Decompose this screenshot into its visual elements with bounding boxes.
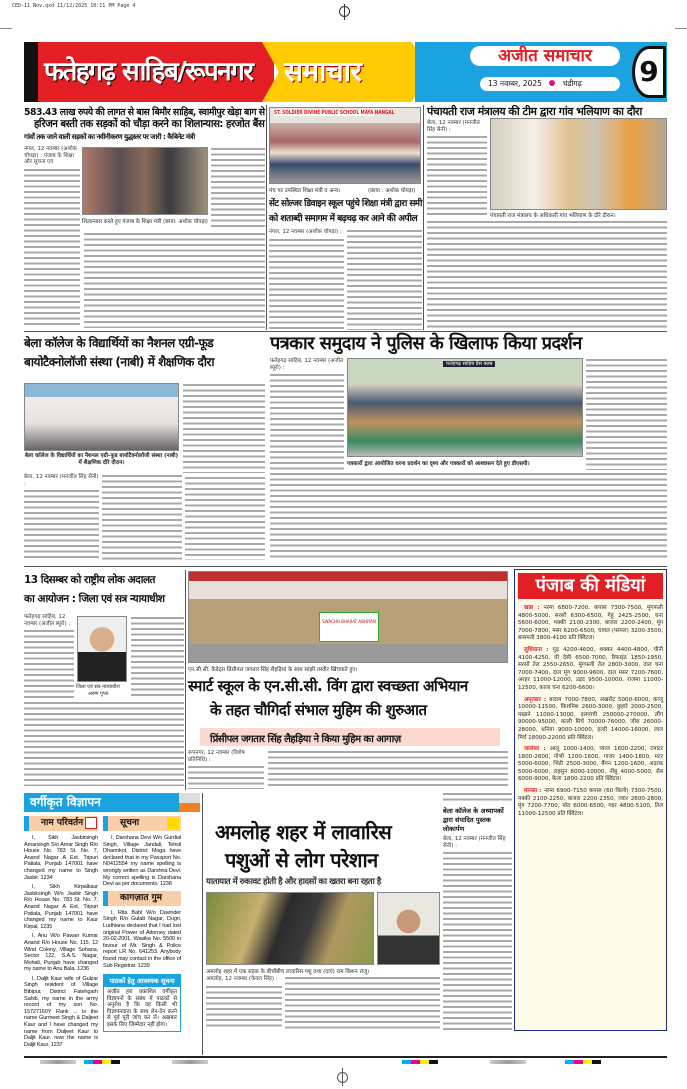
print-color-bar bbox=[402, 1060, 438, 1064]
column-rule bbox=[266, 105, 267, 330]
article-column bbox=[443, 807, 512, 1030]
mandi-prices: गुड़ 4200-4600, शक्कर 4400-4800, चीनी 4100-4250, घी देसी 6500-7000, रिफाइंड 1850-1950, सरसों तेल 2550-2650, मूंगफली तेल 2800-3000, दाल चना 7000-7400, दाल मूंग 9000-9600, दाल मसर 7200-7600, अरहर 11000-12000, उड़द 9500-10000, राजमा 11000-12500, काला चना 6200-6600। bbox=[518, 646, 663, 691]
article-text bbox=[443, 792, 512, 804]
headline: बायोटैक्नोलॉजी संस्था (नाबी) में शैक्षणिक दौरा bbox=[24, 355, 215, 369]
reader-notice-box bbox=[103, 974, 181, 1032]
photo-caption: पंचायती राज मंत्रालय के अधिकारी गांव भलियाण के दौरे दौरान। bbox=[490, 213, 616, 219]
mandi-entry bbox=[518, 788, 663, 818]
article-column bbox=[270, 358, 344, 470]
name-change-badge-icon bbox=[85, 817, 97, 829]
article-column bbox=[24, 146, 80, 328]
dateline: बेला, 12 नवम्बर (मनजीत सिंह सैनी) : bbox=[24, 474, 99, 487]
subheadline: गांवों तक जाने वाली सड़कों का नवीनीकरण युद्धस्तर पर जारी : कैबिनेट मंत्री bbox=[24, 133, 195, 141]
mandi-city: जालंधर : bbox=[524, 746, 546, 753]
article-column bbox=[24, 474, 99, 560]
article-text bbox=[24, 489, 99, 560]
masthead-section-title: फतेहगढ़ साहिब/रूपनगर bbox=[44, 57, 253, 87]
mandi-city: खन्ना : bbox=[524, 605, 540, 611]
classified-ad: I, Daljit Kaur wife of Gulzar Singh resident of Village Bibipur, District Fatehgarh Sahib, my name in the army record of my son No. 15727160Y Rank ... is the name Gurmeet Singh & Daljeet Kaur and I have changed my name from Daljeet Kaur to Daljit Kaur. now the name is Daljit Kaur. 1237 bbox=[24, 975, 98, 1048]
subheadline: यातायात में रुकावट होती है और हादसों का खतरा बना रहता है bbox=[206, 877, 381, 887]
article-text bbox=[131, 616, 184, 698]
photo-judge bbox=[77, 616, 127, 682]
classified-list-lost-docs bbox=[103, 910, 181, 972]
masthead-chevron-left bbox=[24, 42, 38, 102]
article-text bbox=[24, 629, 74, 698]
issue-city: चंडीगढ़ bbox=[562, 79, 582, 88]
issue-date: 13 नवम्बर, 2025 bbox=[488, 79, 542, 88]
classified-list-notice bbox=[103, 835, 181, 891]
page-bottom-rule bbox=[24, 1056, 667, 1058]
classified-category-name-change bbox=[24, 816, 98, 831]
mandi-prices: बादाम 7000-7800, अखरोट 5000-6000, काजू 10000-11500, किशमिश 2600-3000, छुहारे 2000-2500, मखाने 11000-13000, इलायची 250000-270000, लौंग 90000-95000, काली मिर्च 70000-76000, जीरा 26000-28000, धनिया 9000-10000, हल्दी 14000-16000, लाल मिर्च 18000-22000 प्रति क्विंटल। bbox=[518, 696, 664, 741]
mandi-prices: नरमा 6900-7150 कपास (60 किलो) 7300-7500, मक्की 2100-2250, बाजरा 2200-2350, ज्वार 2600-2800, मूंग 7200-7700, मोठ 6000-6500, ग्वार 4800-5100, तिल 11000-12500 प्रति क्विंटल। bbox=[518, 788, 663, 817]
mandi-entry bbox=[518, 647, 663, 693]
article-column bbox=[206, 976, 282, 1030]
masthead-section-label: समाचार bbox=[284, 55, 362, 88]
dateline: बेला, 12 नवम्बर (मनजीत सिंह सैनी) : bbox=[427, 120, 487, 133]
classified-category-lost-docs bbox=[103, 891, 181, 906]
photo-caption: जिला एवं सत्र न्यायाधीश bbox=[76, 684, 120, 690]
page-number: 9 bbox=[632, 46, 666, 98]
article-text bbox=[84, 232, 265, 328]
classifieds-title: वर्गीकृत विज्ञापन bbox=[24, 793, 179, 812]
photo-caption: शिलान्यास करते हुए पंजाब के शिक्षा मंत्री (छाया: अशोक चोपड़ा) bbox=[82, 219, 208, 225]
article-text bbox=[443, 851, 512, 1030]
photo-ncc-cadets bbox=[188, 571, 508, 663]
reader-notice-text: अजीत हरा प्रकाशित वर्गीकृत विज्ञापनों के संबंध में पाठकों से अनुरोध है कि वह किसी भी विज्ञापनदाता के साथ लेन-देन करने से पूर्व पूरी जांच कर लें। अखबार इसके लिए जिम्मेदार नहीं होगा। bbox=[107, 989, 177, 1029]
photo-credit: (छाया : अशोक चोपड़ा) bbox=[368, 188, 416, 194]
headline: बेला कॉलेज के अध्यापकों द्वारा संपादित पुस्तक लोकार्पण bbox=[443, 807, 504, 833]
article-text bbox=[24, 701, 184, 786]
column-rule bbox=[185, 570, 186, 790]
article-text bbox=[427, 135, 487, 216]
protest-banner: फतेहगढ़ साहिब प्रैस क्लब bbox=[443, 361, 495, 367]
article-text bbox=[269, 238, 344, 331]
classified-ad: I, Anu W/o Pawan Kumar Anand R/o House No. 115, 12 Wind Colony, Village Sohana, Sector 122, S.A.S. Nagar, Mohali, Punjab have changed my name to Anu Bala. 1236 bbox=[24, 933, 98, 973]
classified-ad: I, Sikh Kirpalkaur Jasbirsingh W/o Jasbir Singh R/o House No. 783 St. No. 7, Anand Nagar A Ext. Tripuri Patiala, Punjab 147001 have changed my name to Kaur Kirpal. 1235 bbox=[24, 884, 98, 930]
mandi-list bbox=[518, 605, 663, 818]
headline: को शताब्दी समागम में बढ़चढ़ कर आने की अपील bbox=[269, 214, 418, 224]
section-rule bbox=[24, 566, 667, 567]
classified-list-name-change bbox=[24, 835, 98, 1051]
headline: पशुओं से लोग परेशान bbox=[225, 848, 378, 872]
photo-journalist-protest bbox=[347, 358, 583, 457]
mandi-entry bbox=[518, 746, 663, 784]
photo-caption: एन.सी.सी. कैडेट्स प्रिंसीपल जगतार सिंह लैहड़ियां के साथ सांझी तस्वीर खिंचवाते हुए। bbox=[188, 667, 358, 673]
mandi-city: अमृतसर : bbox=[524, 696, 547, 703]
mandi-entry bbox=[518, 605, 663, 643]
article-text bbox=[183, 383, 265, 473]
classified-category-label: सूचना bbox=[120, 818, 140, 828]
print-meta: CED-11 Nov.qxd 11/12/2025 10:11 PM Page 4 bbox=[12, 3, 136, 9]
article-text bbox=[270, 373, 344, 470]
classified-category-notice bbox=[103, 816, 181, 831]
column-rule bbox=[423, 105, 424, 330]
photo-minister-foundation bbox=[82, 147, 208, 215]
dateline: फतेहगढ़ साहिब, 12 नवम्बर (अजीत ब्यूरो) : bbox=[24, 614, 74, 627]
headline: सेंट सोल्जर डिवाइन स्कूल पहुंचे शिक्षा मंत्री द्वारा समी bbox=[269, 199, 422, 209]
column-rule bbox=[202, 793, 203, 1055]
classified-ad: I, Darshana Devi W/o Gurdial Singh, Village Jandali, Tehsil Dharmkot, District Moga have declared that in my Passport No. N0412554 my name spelling is wrongly written as Darshna Devi. My correct spelling is Darshana Devi as per documents. 1238 bbox=[103, 835, 181, 888]
subheadline: प्रिंसीपल जगतार सिंह लैहड़िया ने किया मुहिम का आगाज़ bbox=[210, 734, 401, 745]
dateline: बेला, 12 नवम्बर (मनजीत सिंह सैनी) : bbox=[443, 836, 512, 849]
photo-caption: अरुण गुप्ता bbox=[88, 691, 109, 697]
mandi-prices: आलू 1000-1400, प्याज 1600-2200, टमाटर 1800-2600, गोभी 1200-1600, गाजर 1400-1800, मटर 5000-6000, भिंडी 2500-3000, बैंगन 1200-1600, अदरक 5000-6000, लहसुन 8000-10000, नींबू 4000-5000, सेब 6000-9000, केला 1800-2200 प्रति क्विंटल। bbox=[518, 746, 663, 783]
classifieds-title-accent bbox=[179, 803, 200, 812]
crop-mark bbox=[675, 28, 687, 29]
classifieds-title-accent bbox=[179, 793, 200, 803]
headline: का आयोजन : जिला एवं सत्र न्यायाधीश bbox=[24, 593, 165, 605]
headline: 13 दिसम्बर को राष्ट्रीय लोक अदालत bbox=[24, 574, 156, 586]
article-column bbox=[269, 229, 344, 330]
print-color-bar bbox=[565, 1060, 601, 1064]
photo-panchayat-team bbox=[490, 118, 667, 210]
photo-caption: अमलोह शहर में एक सड़क के बीचोंबीच लावारिस पशु तथा (दाएं) राम किशन राजू। bbox=[206, 969, 370, 975]
headline: पंचायती राज मंत्रालय की टीम द्वारा गांव भलियाण का दौरा bbox=[427, 105, 642, 118]
reader-notice-title: पाठकों हेतु आवश्यक सूचना bbox=[104, 975, 180, 987]
headline: 583.43 लाख रुपये की लागत से बास बिमौर साहिब, स्वामीपुर खेड़ा बाग से bbox=[24, 107, 265, 118]
photo-students-visit bbox=[24, 383, 179, 451]
classified-column-left bbox=[24, 816, 98, 1051]
photo-school-stage bbox=[269, 107, 421, 184]
print-gray-bar bbox=[172, 1060, 208, 1064]
classified-ad: I, Sikh Jasbirsingh Amarsingh S/o Amar Singh R/o House No. 783 St. No. 7, Anand Nagar A Ext. Tripuri Patiala, Punjab 147001 have changed my name to Singh Jasbir. 1234 bbox=[24, 835, 98, 881]
dateline: नंगल, 12 नवम्बर (अशोक चोपड़ा) : पंजाब के शिक्षा और सूचना एवं bbox=[24, 146, 80, 166]
article-text bbox=[206, 985, 282, 1031]
article-text bbox=[270, 472, 667, 560]
article-column bbox=[24, 614, 74, 698]
crop-mark bbox=[0, 28, 12, 29]
mandi-entry bbox=[518, 697, 663, 743]
mandi-city: मानसा : bbox=[524, 788, 542, 795]
mandi-city: लुधियाना : bbox=[524, 646, 549, 653]
article-text bbox=[24, 168, 80, 329]
article-text bbox=[347, 229, 422, 330]
school-sign: ST. SOLDIER DIVINE PUBLIC SCHOOL MAYA NANGAL bbox=[274, 110, 395, 116]
swachh-banner: SWACHH BHARAT ABHIYAN bbox=[319, 612, 379, 642]
dateline: फतेहगढ़ साहिब, 12 नवम्बर (अजीत ब्यूरो) : bbox=[270, 358, 344, 371]
article-text bbox=[586, 358, 667, 470]
article-column bbox=[427, 120, 487, 216]
notice-badge-icon bbox=[167, 818, 179, 829]
headline: पत्रकार समुदाय ने पुलिस के खिलाफ किया प्रदर्शन bbox=[270, 333, 582, 354]
article-text bbox=[285, 976, 440, 1030]
headline: हरिजन बस्ती तक सड़कों को चौड़ा करने का शिलान्यास: हरजोत बैंस bbox=[34, 118, 265, 130]
headline: स्मार्ट स्कूल के एन.सी.सी. विंग द्वारा स्वच्छता अभियान bbox=[188, 677, 468, 695]
registration-mark-circle bbox=[337, 1072, 348, 1083]
date-pill bbox=[480, 77, 620, 91]
classified-category-label: नाम परिवर्तन bbox=[41, 818, 84, 828]
registration-mark-circle bbox=[339, 6, 350, 17]
headline: अमलोह शहर में लावारिस bbox=[215, 820, 392, 844]
photo-person-portrait bbox=[377, 892, 440, 965]
article-text bbox=[188, 765, 264, 789]
headline: बेला कॉलेज के विद्यार्थियों का नैशनल एग्री-फूड bbox=[24, 336, 214, 350]
dot-icon bbox=[549, 80, 555, 86]
article-text bbox=[427, 220, 667, 330]
mandi-title: पंजाब की मंडियां bbox=[518, 573, 663, 599]
headline: के तहत चौगिर्दा संभाल मुहिम की शुरुआत bbox=[210, 701, 427, 719]
photo-caption: पत्रकारों द्वारा आयोजित धरना प्रदर्शन का दृश्य और पत्रकारों को आश्वासन देते हुए डीएसपी। bbox=[347, 461, 530, 467]
print-gray-bar bbox=[40, 1060, 76, 1064]
photo-caption: बेला कॉलेज के विद्यार्थियों का नैशनल एग्री-फूड बायोटैक्नोलॉजी संस्था (नाबी) में शैक्षणिक दौरे दौरान। bbox=[24, 453, 179, 466]
article-text bbox=[102, 474, 182, 560]
classified-category-label: कागज़ात गुम bbox=[120, 892, 163, 903]
article-text bbox=[185, 476, 265, 560]
article-text bbox=[268, 750, 508, 789]
classified-column-right bbox=[103, 816, 181, 1032]
dateline: नंगल, 12 नवम्बर (अशोक चोपड़ा) : bbox=[269, 229, 344, 236]
classified-ad: I, Rita Bahl W/o Davinder Singh R/o Gulab Nagar, Dugri, Ludhiana declared that I had lost original Power of Attorney dated 20-02-2001, Wasika No. 5500 in favour of Mr. Singh & Police report LR No. 641253. Anybody found may contact in the office of Sub Registrar. 1239 bbox=[103, 909, 181, 969]
article-text bbox=[211, 147, 265, 227]
mandi-box bbox=[514, 569, 667, 1031]
paper-name: अजीत समाचार bbox=[470, 46, 620, 66]
dateline: अमलोह, 12 नवम्बर (केवल सिंह) : bbox=[206, 976, 282, 983]
print-gray-bar bbox=[490, 1060, 526, 1064]
dateline: रूपनगर, 12 नवम्बर (विशेष प्रतिनिधि) : bbox=[188, 750, 264, 763]
print-color-bar bbox=[84, 1060, 120, 1064]
photo-stray-cattle bbox=[206, 892, 374, 965]
article-column bbox=[188, 750, 264, 789]
photo-caption: मंच पर उपस्थित शिक्षा मंत्री व अन्य। bbox=[269, 188, 341, 194]
mandi-prices: नरमा 6800-7200, कपास 7300-7500, मूंगफली 4800-5000, सरसों 6300-6500, गेहूं 2425-2500, चना 5600-6000, मक्की 2100-2300, बाजरा 2200-2400, मूंग 7000-7800, मसर 6200-6500, चावल (परमल) 3200-3500, बासमती 3800-4100 प्रति क्विंटल। bbox=[518, 605, 663, 642]
